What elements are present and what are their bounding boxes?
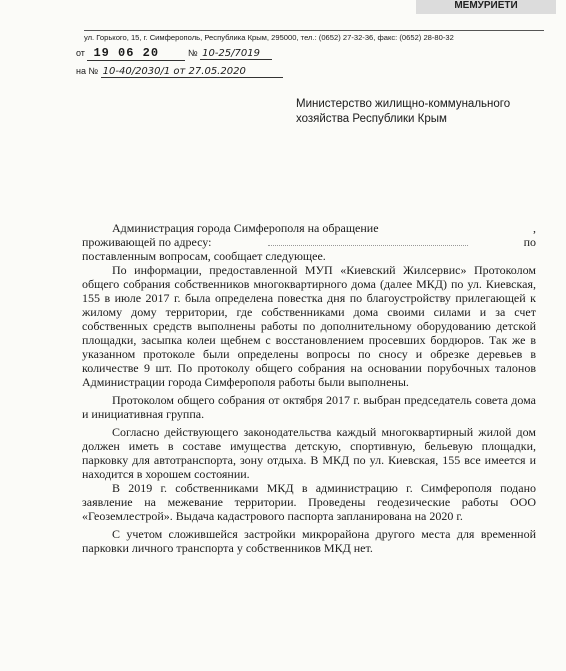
- intro-line-3: поставленным вопросам, сообщает следующее.: [82, 249, 326, 263]
- paragraph-5: С учетом сложившейся застройки микрорайона другого места для временной парковки личного транспорта у собственников МКД нет.: [82, 527, 536, 555]
- org-badge: МЕМУРИЕТИ: [416, 0, 556, 14]
- intro-line-1-comma: ,: [533, 221, 536, 235]
- date-stamp: 19 06 20: [93, 46, 160, 60]
- paragraph-2: Протоколом общего собрания от октября 2017 г. выбран председатель совета дома и инициативная группа.: [82, 393, 536, 421]
- from-field: [87, 46, 185, 61]
- number-label: №: [187, 48, 198, 58]
- from-label: от: [76, 48, 85, 58]
- reply-field: [101, 66, 283, 78]
- reply-label: на №: [76, 66, 99, 76]
- letter-body: [82, 221, 536, 555]
- addressee-line-1: Министерство жилищно-коммунального: [296, 98, 511, 110]
- intro-line-2-end: по: [523, 235, 536, 249]
- redacted-address: [268, 235, 468, 246]
- reference-reply-row: [76, 66, 283, 78]
- number-handwritten: 10-25/7019: [202, 48, 260, 59]
- addressee-line-2: хозяйства Республики Крым: [296, 113, 447, 125]
- number-field: [200, 48, 272, 60]
- intro-line-1: [82, 221, 536, 235]
- reference-date-row: [76, 46, 272, 61]
- paragraph-1: По информации, предоставленной МУП «Киевский Жилсервис» Протоколом общего собрания собственников многоквартирного дома (далее МКД) по ул. Киевская, 155 в июле 2017 г. была определена повестка дня по благоустройству прилегающей к жилому дому территории, где собственниками дома своими силами и за счет собственных средств выполнены работы по дополнительному оборудованию детской площадки, засыпка колеи щебнем с восстановлением просевших бордюров. Так же в указанном протоколе были определены вопросы по сносу и обрезке деревьев в количестве 9 шт. По протоколу общего собрания на основании порубочных талонов Администрации города Симферополя работы были выполнены.: [82, 263, 536, 389]
- intro-line-1-text: Администрация города Симферополя на обращение: [112, 221, 379, 235]
- contact-line: ул. Горького, 15, г. Симферополь, Республика Крым, 295000, тел.: (0652) 27-32-36, факс: (0652) 28-80-32: [84, 30, 544, 42]
- intro-line-2-text: проживающей по адресу:: [82, 235, 212, 249]
- paragraph-3: Согласно действующего законодательства каждый многоквартирный жилой дом должен иметь в составе имущества детскую, спортивную, бельевую площадки, парковку для автотранспорта, зону отдыха. В МКД по ул. Киевская, 155 все имеется и находится в хорошем состоянии.: [82, 425, 536, 481]
- paragraph-4: В 2019 г. собственниками МКД в администрацию г. Симферополя подано заявление на межевание территории. Проведены геодезические работы ООО «Геоземлестрой». Выдача кадастрового паспорта запланирована на 2020 г.: [82, 481, 536, 523]
- reply-handwritten: 10-40/2030/1 от 27.05.2020: [102, 66, 246, 77]
- intro-line-2: [82, 235, 536, 249]
- addressee-block: [296, 97, 536, 127]
